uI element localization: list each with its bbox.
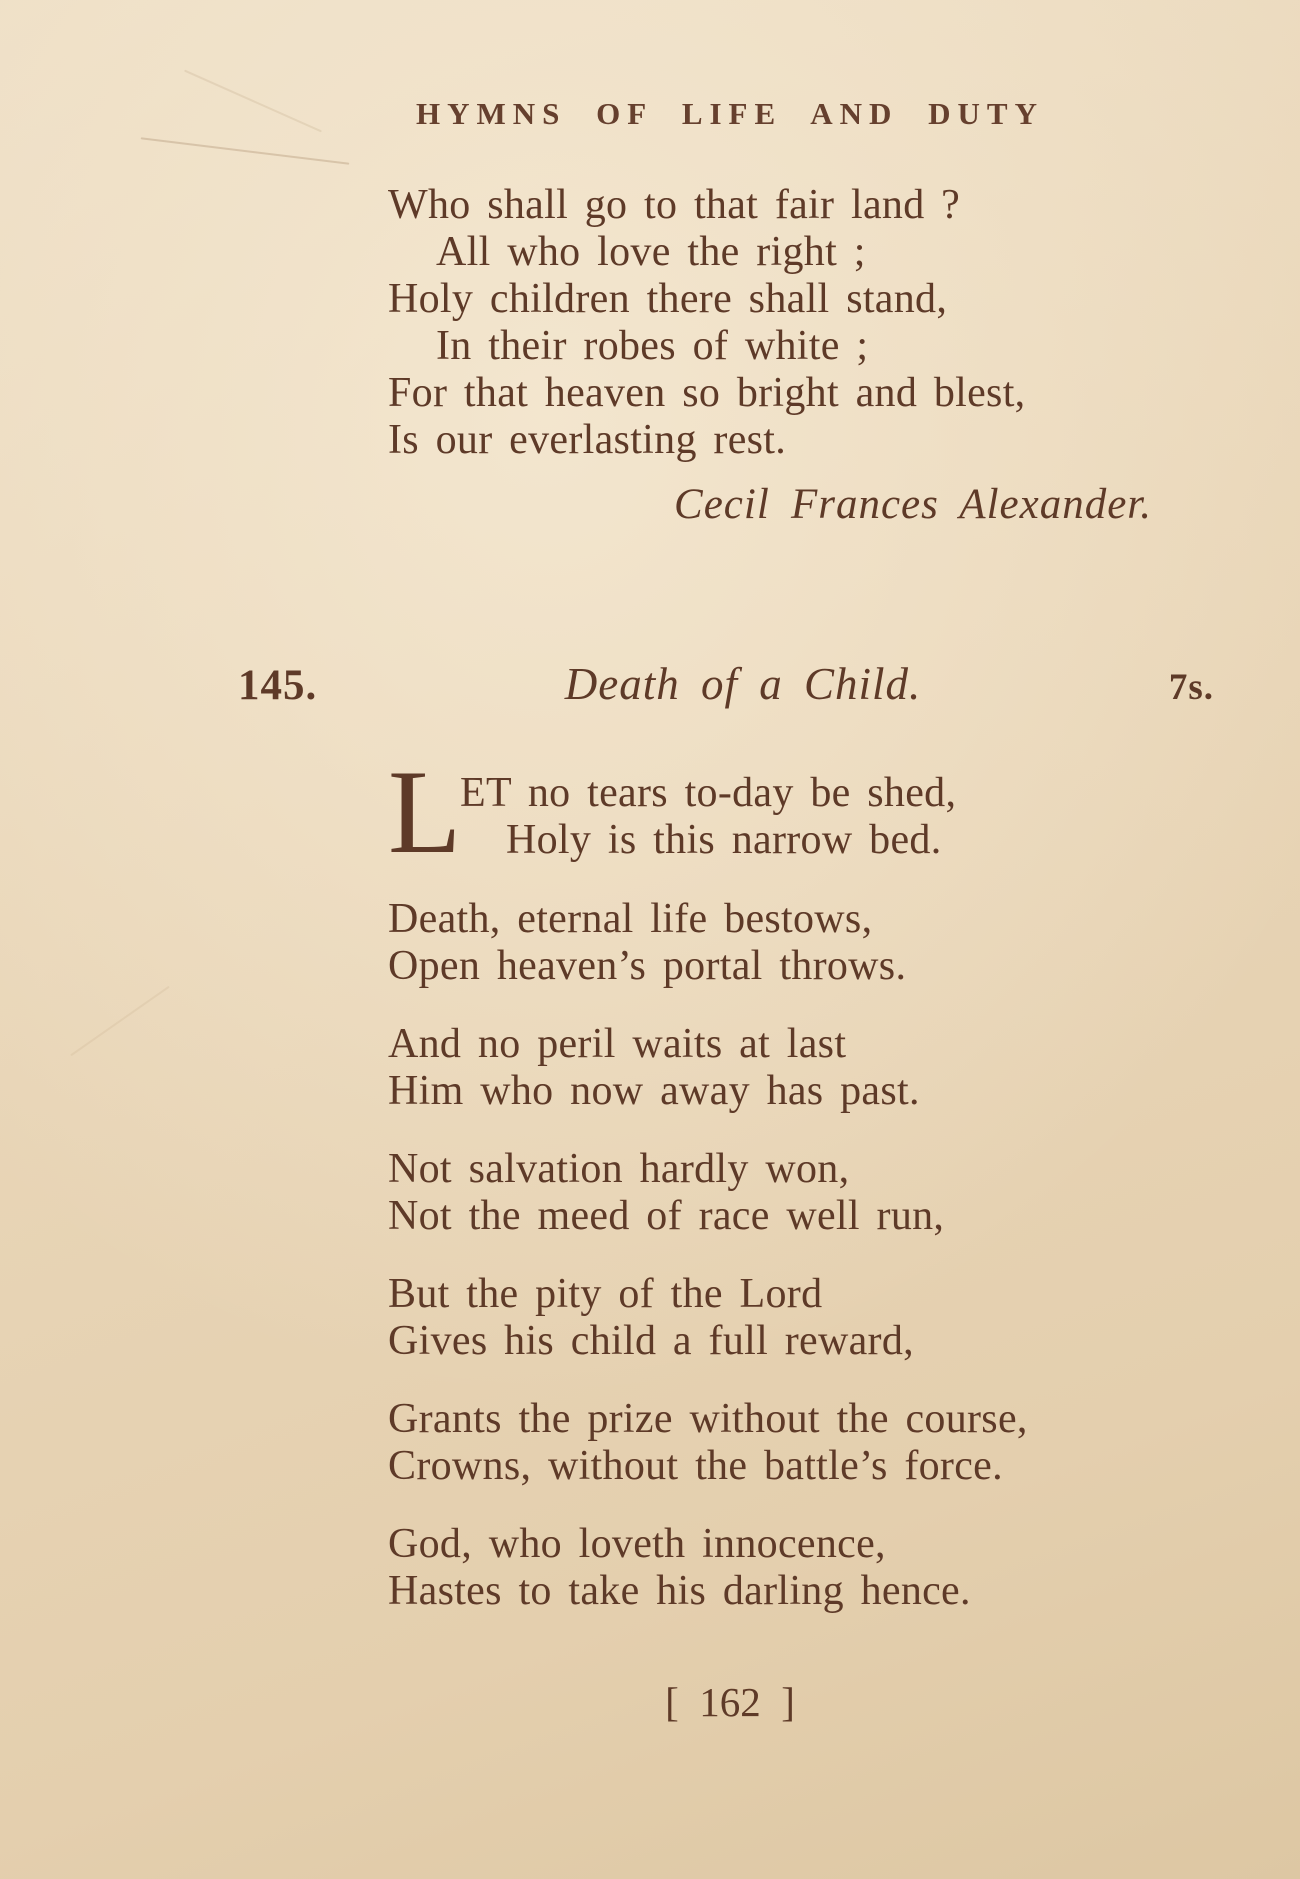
verse-line: Not the meed of race well run,: [388, 1193, 945, 1239]
paper-crease: [141, 137, 350, 165]
paper-crease: [184, 70, 322, 133]
verse-line: God, who loveth innocence,: [388, 1521, 886, 1567]
hymn-number: 145.: [238, 662, 318, 709]
verse-line: For that heaven so bright and blest,: [388, 370, 1026, 416]
verse-line: Grants the prize without the course,: [388, 1396, 1028, 1442]
verse-line: Is our everlasting rest.: [388, 417, 787, 463]
drop-cap: L: [388, 745, 462, 878]
stanza: [388, 1146, 1028, 1240]
verse-line: Death, eternal life bestows,: [388, 896, 873, 942]
verse-line: Holy is this narrow bed.: [506, 817, 942, 863]
stanza: [388, 1396, 1028, 1490]
stanza: [388, 896, 1028, 990]
hymn-stanzas: [388, 896, 1028, 1646]
page-number: [ 162 ]: [665, 1679, 795, 1725]
author-attribution: Cecil Frances Alexander.: [674, 481, 1152, 528]
verse-line: ET no tears to-day be shed,: [460, 770, 957, 816]
verse-line: And no peril waits at last: [388, 1021, 847, 1067]
verse-line: Him who now away has past.: [388, 1068, 920, 1114]
verse-line: In their robes of white ;: [436, 323, 869, 369]
previous-hymn-stanza: [388, 182, 1025, 464]
paper-crease: [70, 986, 169, 1056]
stanza: [388, 1271, 1028, 1365]
verse-line: But the pity of the Lord: [388, 1271, 823, 1317]
verse-line: Crowns, without the battle’s force.: [388, 1443, 1003, 1489]
verse-line: Holy children there shall stand,: [388, 276, 948, 322]
hymn-opening-stanza: [388, 745, 957, 878]
verse-line: Who shall go to that fair land ?: [388, 182, 961, 228]
verse-line: Gives his child a full reward,: [388, 1318, 914, 1364]
verse-line: Hastes to take his darling hence.: [388, 1568, 971, 1614]
verse-line: Open heaven’s portal throws.: [388, 943, 907, 989]
running-header: HYMNS OF LIFE AND DUTY: [416, 96, 1044, 131]
hymn-heading: [238, 658, 1214, 710]
stanza: [388, 1021, 1028, 1115]
stanza: [388, 1521, 1028, 1615]
hymn-meter: 7s.: [1168, 667, 1214, 708]
hymn-title: Death of a Child.: [564, 659, 922, 709]
verse-line: Not salvation hardly won,: [388, 1146, 850, 1192]
verse-line: All who love the right ;: [436, 229, 866, 275]
